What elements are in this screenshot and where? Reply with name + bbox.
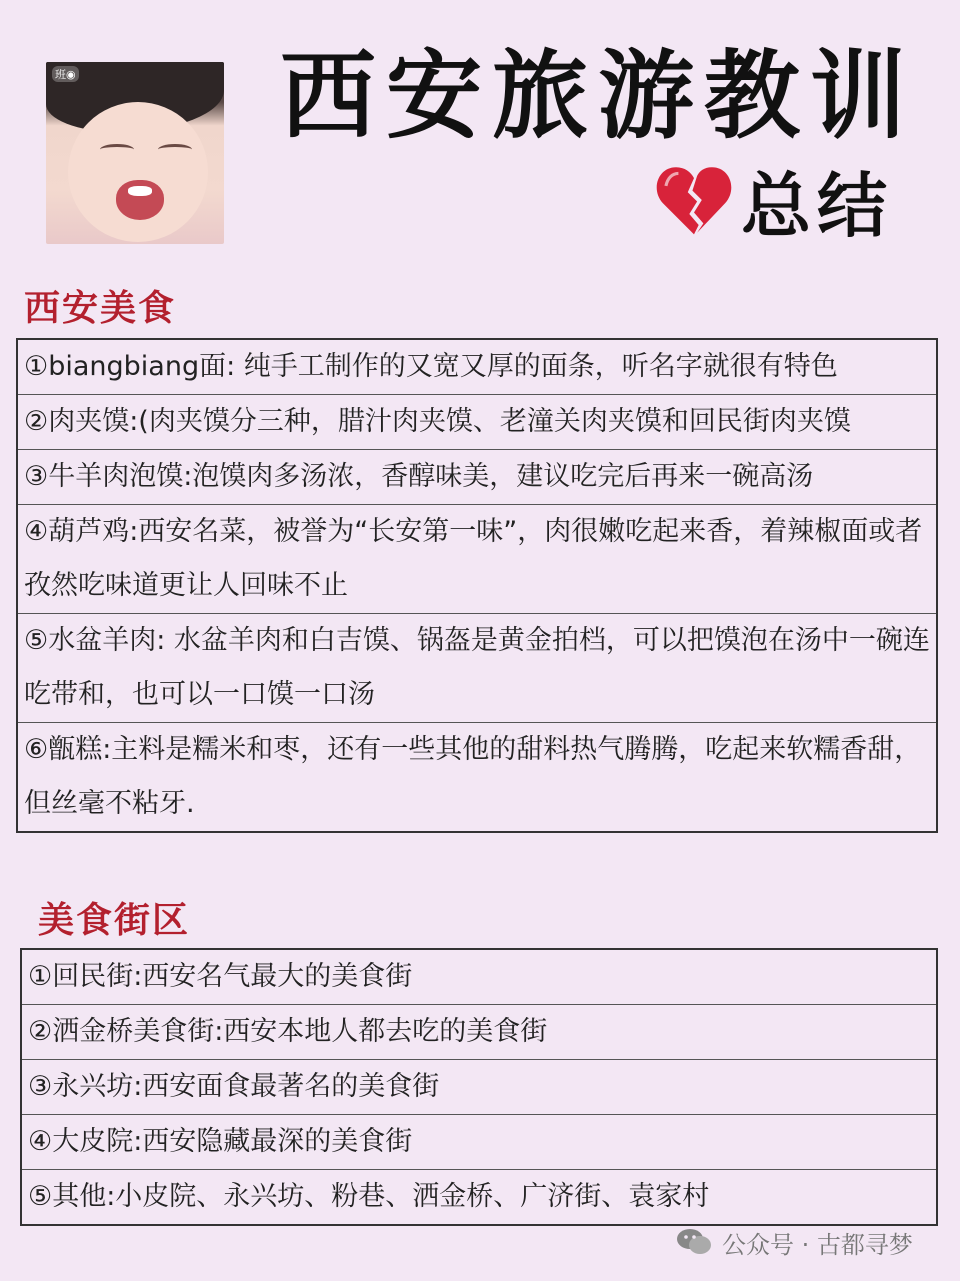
watermark xyxy=(676,1222,913,1262)
broken-heart-icon xyxy=(655,164,733,236)
street-row: ①回民街:西安名气最大的美食街 xyxy=(22,950,936,1005)
street-row: ③永兴坊:西安面食最著名的美食街 xyxy=(22,1060,936,1115)
food-row: ③牛羊肉泡馍:泡馍肉多汤浓，香醇味美，建议吃完后再来一碗高汤 xyxy=(18,450,936,505)
food-table xyxy=(16,338,938,833)
street-row: ④大皮院:西安隐藏最深的美食街 xyxy=(22,1115,936,1170)
watermark-text: 公众号 · 古都寻梦 xyxy=(722,1230,913,1259)
page-subtitle xyxy=(655,160,893,247)
photo-tag: 班◉ xyxy=(52,66,79,82)
food-row: ⑤水盆羊肉: 水盆羊肉和白吉馍、锅盔是黄金拍档，可以把馍泡在汤中一碗连吃带和，也可以一口馍一口汤 xyxy=(18,614,936,723)
food-row: ④葫芦鸡:西安名菜，被誉为“长安第一味”，肉很嫩吃起来香，着辣椒面或者孜然吃味道更让人回味不止 xyxy=(18,505,936,614)
subtitle-text: 总结 xyxy=(741,164,893,247)
street-row: ②洒金桥美食街:西安本地人都去吃的美食街 xyxy=(22,1005,936,1060)
page-title: 西安旅游教训 xyxy=(280,40,916,152)
food-row: ⑥甑糕:主料是糯米和枣，还有一些其他的甜料热气腾腾，吃起来软糯香甜，但丝毫不粘牙. xyxy=(24,734,922,819)
food-row: ②肉夹馍:(肉夹馍分三种，腊汁肉夹馍、老潼关肉夹馍和回民街肉夹馍 xyxy=(18,395,936,450)
street-row: ⑤其他:小皮院、永兴坊、粉巷、洒金桥、广济街、袁家村 xyxy=(28,1181,710,1212)
streets-section-heading: 美食街区 xyxy=(38,900,191,941)
crying-baby-photo xyxy=(46,62,224,244)
food-row: ①biangbiang面: 纯手工制作的又宽又厚的面条，听名字就很有特色 xyxy=(18,340,936,395)
streets-table xyxy=(20,948,938,1226)
wechat-icon xyxy=(676,1227,712,1257)
food-section-heading: 西安美食 xyxy=(24,288,177,329)
